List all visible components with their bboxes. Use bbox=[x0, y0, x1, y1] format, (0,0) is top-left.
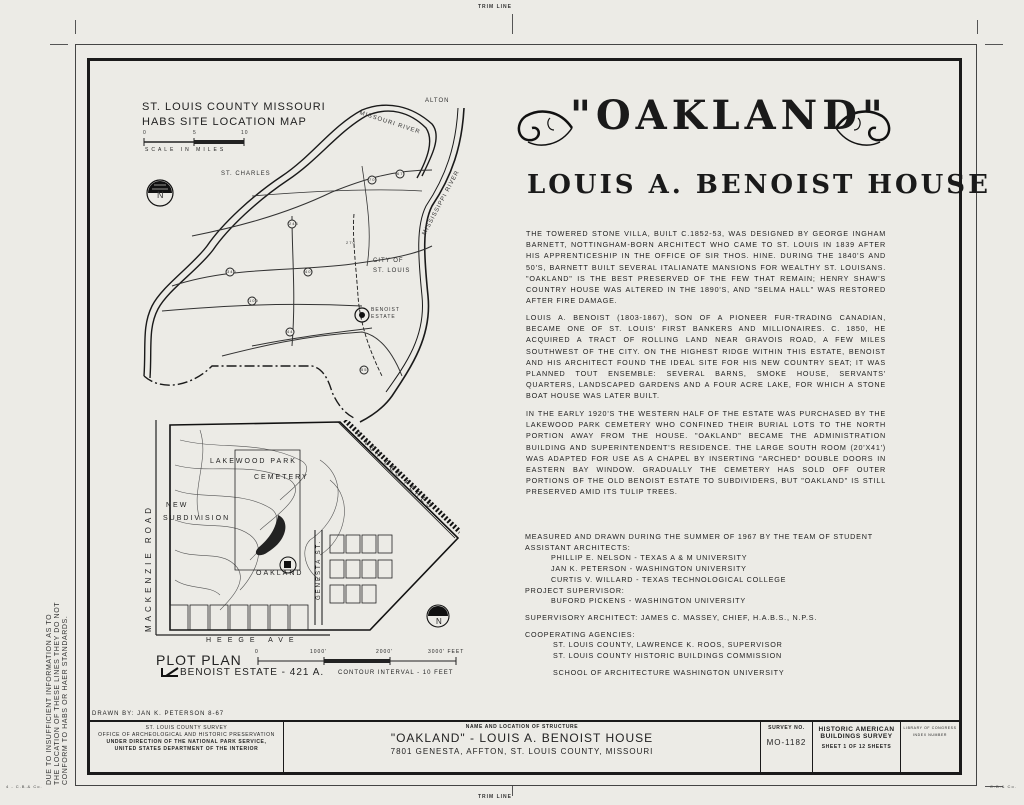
contour-interval: CONTOUR INTERVAL - 10 FEET bbox=[338, 670, 454, 676]
route-label: 44 bbox=[287, 329, 294, 334]
supervisor-entry: BUFORD PICKENS - WASHINGTON UNIVERSITY bbox=[551, 596, 746, 606]
structure-address: 7801 GENESTA, AFFTON, ST. LOUIS COUNTY, MISSOURI bbox=[390, 747, 654, 756]
route-label: 70 bbox=[369, 177, 376, 182]
side-note-line: DUE TO INSUFFICIENT INFORMATION AS TO bbox=[46, 613, 53, 785]
route-label: 100 bbox=[249, 298, 259, 303]
plot-plan-drawing bbox=[140, 420, 460, 640]
supervisory-architect: SUPERVISORY ARCHITECT: JAMES C. MASSEY, CHIEF, H.A.B.S., N.P.S. bbox=[525, 612, 818, 622]
office-line: ST. LOUIS COUNTY SURVEY bbox=[145, 725, 228, 731]
route-label: 67 bbox=[397, 171, 404, 176]
label-subdivision: SUBDIVISION bbox=[163, 515, 231, 522]
plot-scale-label: 0 bbox=[255, 649, 259, 655]
structure-name: "OAKLAND" - LOUIS A. BENOIST HOUSE bbox=[390, 731, 654, 745]
cooperating-label: COOPERATING AGENCIES: bbox=[525, 629, 636, 639]
side-note bbox=[46, 602, 70, 785]
plot-plan-title: PLOT PLAN bbox=[156, 652, 242, 668]
plot-plan-subtitle: BENOIST ESTATE - 421 A. bbox=[180, 667, 325, 678]
corner-mark-left: 4 - C.B.& Co. bbox=[6, 784, 43, 789]
survey-no-label: SURVEY NO. bbox=[768, 725, 805, 731]
label-river-des-peres: RIVER DES PERES bbox=[353, 430, 435, 512]
paragraph-benoist: LOUIS A. BENOIST (1803-1867), SON OF A PIONEER FUR-TRADING CANADIAN, BECAME ONE OF ST. LOUIS' FIRST BANKERS AND MILLIONAIRES. C. 1850, HE ACQUIRED A TRACT OF ROLLING LAND NEAR GRAVOIS ROAD, A FEW MILES SOUTHWEST OF THE CITY. ON THE HIGHEST RIDGE WITHIN THIS ESTATE, BENOIST AND HIS ARCHITECT FOUND THE IDEAL SITE FOR HIS NEW COUNTRY SEAT; IT WAS PLANNED TOUT ENSEMBLE: SEVERAL BARNS, SMOKE HOUSE, SERVANTS' QUARTERS, LANDSCAPED GARDENS AND A FOUR ACRE LAKE, FOR WHICH A STONE BOAT HOUSE WAS LATER BUILT. bbox=[526, 313, 886, 401]
route-label: 244 bbox=[289, 221, 299, 226]
label-st-charles: ST. CHARLES bbox=[221, 171, 271, 177]
structure-cell bbox=[283, 722, 760, 774]
paragraph-cemetery: IN THE EARLY 1920'S THE WESTERN HALF OF THE ESTATE WAS PURCHASED BY THE LAKEWOOD PARK CEMETERY WHO CONFINED THEIR BURIAL LOTS TO THE NORTH PORTION AWAY FROM THE HOUSE. "OAKLAND" BECAME THE ADMINISTRATION BUILDING AND SUPERINTENDENT'S RESIDENCE. THE LARGE SOUTH ROOM (20'X41') WAS ADAPTED FOR USE AS A CHAPEL BY INSERTING "ARCHED" DOUBLE DOORS IN EASTERN BAY WINDOW. GRADUALLY THE CEMETERY HAS SOLD OFF OUTER PORTIONS OF THE OLD BENOIST ESTATE TO SUBDIVIDERS, BUT "OAKLAND" IS STILL PRESERVED AMID ITS TULIP TREES. bbox=[526, 409, 886, 497]
label-alton: ALTON bbox=[425, 98, 450, 104]
map-title-line: ST. LOUIS COUNTY MISSOURI bbox=[142, 101, 326, 113]
architect-entry: CURTIS V. WILLARD - TEXAS TECHNOLOGICAL COLLEGE bbox=[551, 574, 787, 584]
agency-entry: ST. LOUIS COUNTY, LAWRENCE K. ROOS, SUPERVISOR bbox=[553, 640, 783, 650]
sheet-count: SHEET 1 OF 12 SHEETS bbox=[821, 744, 892, 750]
library-cell bbox=[900, 722, 959, 774]
site-location-map bbox=[132, 96, 472, 426]
label-cemetery: CEMETERY bbox=[254, 474, 309, 481]
habs-line: BUILDINGS SURVEY bbox=[820, 733, 893, 740]
trim-line-top: TRIM LINE bbox=[478, 4, 512, 10]
center-tick-bottom bbox=[512, 786, 513, 796]
credits-block bbox=[525, 532, 885, 678]
trim-line-bottom: TRIM LINE bbox=[478, 794, 512, 800]
north-label: N bbox=[157, 190, 165, 200]
drawn-by: DRAWN BY: JAN K. PETERSON 8-67 bbox=[92, 711, 225, 717]
office-line: UNITED STATES DEPARTMENT OF THE INTERIOR bbox=[114, 746, 259, 752]
supervisor-label: PROJECT SUPERVISOR: bbox=[525, 585, 625, 595]
survey-no: MO-1182 bbox=[766, 738, 807, 747]
agency-entry: ST. LOUIS COUNTY HISTORIC BUILDINGS COMMISSION bbox=[553, 651, 783, 661]
center-tick-top bbox=[512, 14, 513, 34]
route-label: 340 bbox=[227, 269, 237, 274]
architect-entry: JAN K. PETERSON - WASHINGTON UNIVERSITY bbox=[551, 564, 747, 574]
label-city-of: CITY OF bbox=[373, 258, 404, 264]
label-mississippi-river: MISSISSIPPI RIVER bbox=[421, 169, 462, 237]
label-missouri-river: MISSOURI RIVER bbox=[358, 110, 422, 136]
survey-no-cell bbox=[760, 722, 812, 774]
name-location-label: NAME AND LOCATION OF STRUCTURE bbox=[465, 724, 579, 730]
scale-tick-label: 5 bbox=[193, 130, 197, 136]
label-lakewood-park: LAKEWOOD PARK bbox=[210, 458, 297, 465]
corner-tick bbox=[977, 20, 978, 34]
scale-tick-label: 0 bbox=[143, 130, 147, 136]
label-new: NEW bbox=[166, 502, 189, 509]
corner-tick bbox=[75, 20, 76, 34]
map-title-line: HABS SITE LOCATION MAP bbox=[142, 116, 307, 128]
route-label: 270 bbox=[346, 240, 356, 245]
scroll-ornament-left-icon bbox=[510, 100, 576, 156]
office-cell bbox=[90, 722, 283, 774]
label-genesta-st: GENESTA ST. bbox=[316, 539, 322, 600]
plot-north-label: N bbox=[436, 617, 444, 626]
route-label: 55 bbox=[361, 367, 368, 372]
plot-scale-label: 3000' FEET bbox=[428, 649, 465, 655]
house-title: LOUIS A. BENOIST HOUSE bbox=[527, 170, 991, 200]
corner-tick bbox=[50, 44, 68, 45]
side-note-line: CONFORM TO HABS OR HAER STANDARDS. bbox=[62, 615, 69, 785]
side-note-line: THE LOCATION OF THESE LINES THEY DO NOT bbox=[54, 601, 61, 785]
label-estate: ESTATE bbox=[371, 314, 396, 320]
corner-mark-right: C.B.& Co. bbox=[990, 784, 1017, 789]
library-line: LIBRARY OF CONGRESS bbox=[903, 726, 957, 730]
scale-in-miles: SCALE IN MILES bbox=[145, 147, 227, 153]
label-st-louis: ST. LOUIS bbox=[373, 268, 411, 274]
office-line: UNDER DIRECTION OF THE NATIONAL PARK SERVICE, bbox=[106, 739, 267, 745]
habs-cell bbox=[812, 722, 900, 774]
oakland-title: "OAKLAND" bbox=[570, 92, 888, 139]
plot-scale-label: 1000' bbox=[310, 649, 328, 655]
plot-scale-bar bbox=[256, 656, 466, 666]
agency-entry: SCHOOL OF ARCHITECTURE WASHINGTON UNIVERSITY bbox=[553, 667, 785, 677]
title-block bbox=[90, 720, 959, 772]
section-mark-icon bbox=[160, 666, 180, 678]
habs-line: HISTORIC AMERICAN bbox=[818, 726, 895, 733]
route-label: 40 bbox=[305, 269, 312, 274]
scale-tick-label: 10 bbox=[241, 130, 249, 136]
paragraph-history: THE TOWERED STONE VILLA, BUILT C.1852-53, WAS DESIGNED BY GEORGE INGHAM BARNETT, NOTTINGHAM-BORN ARCHITECT WHO CAME TO ST. LOUIS IN 1839 AFTER HIS APPRENTICESHIP IN THE OFFICE OF SIR THOS. HINE. DURING THE 1840'S AND 50'S, BARNETT BUILT SEVERAL ITALIANATE MANSIONS FOR WEALTHY ST. LOUISANS. "OAKLAND" IS THE BEST PRESERVED OF THE FEW THAT REMAIN; HENRY SHAW'S COUNTRY HOUSE WAS ALTERED IN THE 1890'S, AND "SELMA HALL" WAS RESTORED AFTER FIRE DAMAGE. bbox=[526, 229, 886, 306]
credits-intro: MEASURED AND DRAWN DURING THE SUMMER OF 1967 BY THE TEAM OF STUDENT ASSISTANT ARCHITECTS: bbox=[525, 532, 873, 552]
plot-scale-label: 2000' bbox=[376, 649, 394, 655]
architect-entry: PHILLIP E. NELSON - TEXAS A & M UNIVERSITY bbox=[551, 553, 748, 563]
label-oakland: OAKLAND bbox=[256, 570, 304, 577]
label-benoist: BENOIST bbox=[371, 307, 400, 313]
library-line: INDEX NUMBER bbox=[912, 733, 948, 737]
office-line: OFFICE OF ARCHEOLOGICAL AND HISTORIC PRESERVATION bbox=[98, 732, 275, 738]
label-heege-ave: HEEGE AVE bbox=[206, 637, 300, 644]
corner-tick bbox=[985, 44, 1003, 45]
label-mackenzie-road: MACKENZIE ROAD bbox=[144, 503, 153, 632]
